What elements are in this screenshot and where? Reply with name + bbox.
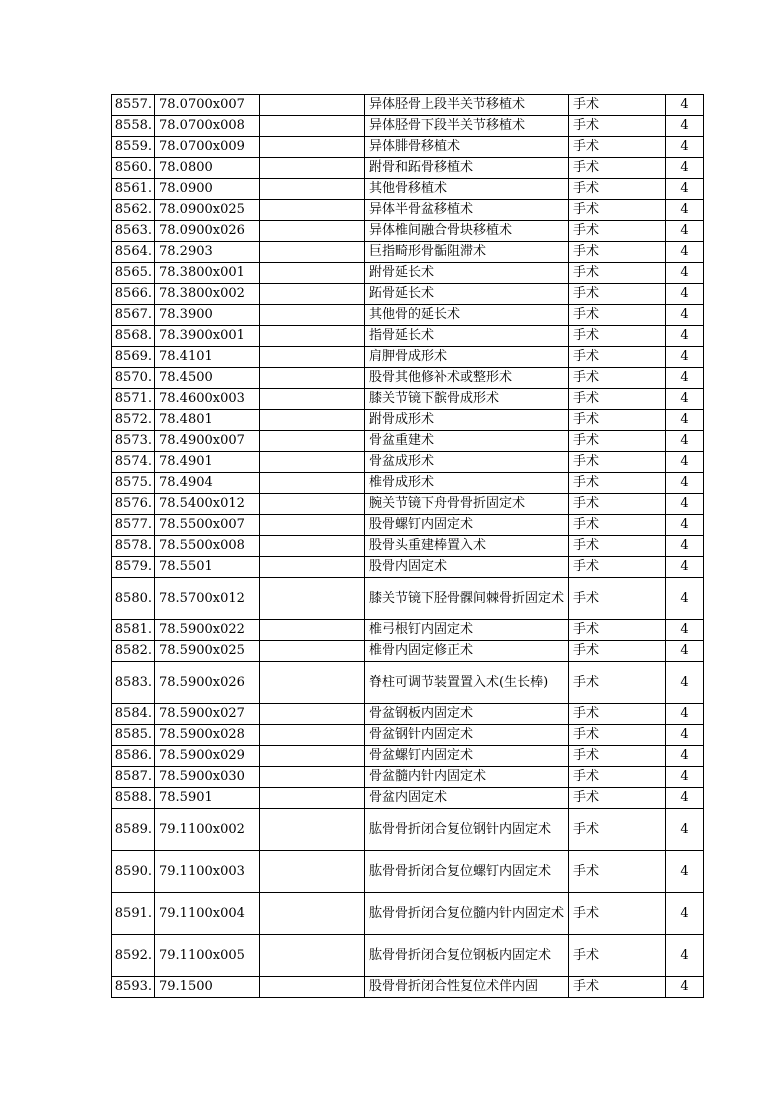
procedure-type-cell: 手术 [569,284,666,305]
procedure-name-cell: 股骨骨折闭合性复位术伴内固 [365,977,569,998]
table-row [112,389,704,410]
procedure-level-cell: 4 [666,809,704,851]
table-row [112,326,704,347]
blank-cell [260,494,365,515]
procedure-level-cell: 4 [666,242,704,263]
procedure-type-cell: 手术 [569,641,666,662]
row-index-cell: 8586. [112,746,155,767]
blank-cell [260,410,365,431]
blank-cell [260,368,365,389]
procedure-code-cell: 78.5501 [155,557,260,578]
table-row [112,200,704,221]
procedure-level-cell: 4 [666,578,704,620]
table-row [112,137,704,158]
blank-cell [260,200,365,221]
procedure-level-cell: 4 [666,893,704,935]
row-index-cell: 8563. [112,221,155,242]
procedure-type-cell: 手术 [569,137,666,158]
blank-cell [260,179,365,200]
procedure-name-cell: 异体半骨盆移植术 [365,200,569,221]
procedure-level-cell: 4 [666,536,704,557]
table-row [112,788,704,809]
procedure-type-cell: 手术 [569,263,666,284]
procedure-code-cell: 78.5901 [155,788,260,809]
table-row [112,515,704,536]
row-index-cell: 8564. [112,242,155,263]
table-row [112,620,704,641]
procedure-type-cell: 手术 [569,368,666,389]
row-index-cell: 8557. [112,95,155,116]
procedure-level-cell: 4 [666,767,704,788]
row-index-cell: 8584. [112,704,155,725]
blank-cell [260,662,365,704]
table-row [112,410,704,431]
blank-cell [260,95,365,116]
procedure-level-cell: 4 [666,116,704,137]
procedure-level-cell: 4 [666,326,704,347]
blank-cell [260,305,365,326]
procedure-name-cell: 骨盆内固定术 [365,788,569,809]
procedure-type-cell: 手术 [569,158,666,179]
procedure-level-cell: 4 [666,620,704,641]
table-row [112,662,704,704]
blank-cell [260,326,365,347]
procedure-level-cell: 4 [666,725,704,746]
procedure-type-cell: 手术 [569,536,666,557]
procedure-name-cell: 异体胫骨上段半关节移植术 [365,95,569,116]
procedure-level-cell: 4 [666,473,704,494]
procedure-name-cell: 骨盆髓内针内固定术 [365,767,569,788]
procedure-level-cell: 4 [666,200,704,221]
procedure-type-cell: 手术 [569,725,666,746]
procedure-code-cell: 78.3900 [155,305,260,326]
table-row [112,473,704,494]
procedure-level-cell: 4 [666,179,704,200]
procedure-type-cell: 手术 [569,662,666,704]
procedure-name-cell: 跖骨延长术 [365,284,569,305]
table-row [112,347,704,368]
procedure-name-cell: 异体椎间融合骨块移植术 [365,221,569,242]
procedure-name-cell: 股骨螺钉内固定术 [365,515,569,536]
procedure-code-cell: 78.4900x007 [155,431,260,452]
procedure-level-cell: 4 [666,410,704,431]
procedure-level-cell: 4 [666,788,704,809]
row-index-cell: 8585. [112,725,155,746]
procedure-code-cell: 79.1100x005 [155,935,260,977]
procedure-level-cell: 4 [666,746,704,767]
blank-cell [260,347,365,368]
procedure-name-cell: 巨指畸形骨骺阻滞术 [365,242,569,263]
table-row [112,179,704,200]
row-index-cell: 8572. [112,410,155,431]
table-row [112,158,704,179]
table-row [112,851,704,893]
procedure-code-cell: 79.1100x004 [155,893,260,935]
blank-cell [260,704,365,725]
blank-cell [260,893,365,935]
procedure-code-cell: 78.0900x026 [155,221,260,242]
procedure-code-cell: 78.0700x008 [155,116,260,137]
table-row [112,935,704,977]
procedure-code-cell: 78.3800x001 [155,263,260,284]
procedure-code-cell: 78.5900x029 [155,746,260,767]
table-row [112,263,704,284]
row-index-cell: 8579. [112,557,155,578]
procedure-level-cell: 4 [666,263,704,284]
procedure-type-cell: 手术 [569,179,666,200]
procedure-type-cell: 手术 [569,200,666,221]
procedure-name-cell: 椎骨成形术 [365,473,569,494]
procedure-name-cell: 骨盆钢板内固定术 [365,704,569,725]
row-index-cell: 8560. [112,158,155,179]
procedure-name-cell: 其他骨移植术 [365,179,569,200]
procedure-type-cell: 手术 [569,473,666,494]
procedure-level-cell: 4 [666,221,704,242]
row-index-cell: 8562. [112,200,155,221]
procedure-code-cell: 79.1100x002 [155,809,260,851]
table-row [112,116,704,137]
procedure-name-cell: 椎弓根钉内固定术 [365,620,569,641]
procedure-level-cell: 4 [666,95,704,116]
procedure-type-cell: 手术 [569,410,666,431]
procedure-name-cell: 膝关节镜下胫骨髁间棘骨折固定术 [365,578,569,620]
procedure-level-cell: 4 [666,347,704,368]
procedure-type-cell: 手术 [569,893,666,935]
procedure-name-cell: 指骨延长术 [365,326,569,347]
blank-cell [260,221,365,242]
procedure-code-cell: 78.0700x007 [155,95,260,116]
procedure-type-cell: 手术 [569,977,666,998]
procedure-name-cell: 肱骨骨折闭合复位髓内针内固定术 [365,893,569,935]
procedure-type-cell: 手术 [569,746,666,767]
blank-cell [260,536,365,557]
row-index-cell: 8570. [112,368,155,389]
procedure-type-cell: 手术 [569,242,666,263]
row-index-cell: 8583. [112,662,155,704]
blank-cell [260,158,365,179]
procedure-code-cell: 78.3800x002 [155,284,260,305]
row-index-cell: 8575. [112,473,155,494]
row-index-cell: 8574. [112,452,155,473]
procedure-type-cell: 手术 [569,620,666,641]
procedure-name-cell: 其他骨的延长术 [365,305,569,326]
table-row [112,536,704,557]
blank-cell [260,851,365,893]
blank-cell [260,431,365,452]
procedure-type-cell: 手术 [569,221,666,242]
procedure-name-cell: 肩胛骨成形术 [365,347,569,368]
procedure-type-cell: 手术 [569,452,666,473]
table-row [112,704,704,725]
procedure-name-cell: 椎骨内固定修正术 [365,641,569,662]
row-index-cell: 8567. [112,305,155,326]
blank-cell [260,641,365,662]
procedure-level-cell: 4 [666,641,704,662]
table-row [112,893,704,935]
blank-cell [260,578,365,620]
blank-cell [260,515,365,536]
procedure-type-cell: 手术 [569,578,666,620]
row-index-cell: 8573. [112,431,155,452]
procedure-level-cell: 4 [666,452,704,473]
procedure-code-cell: 78.4600x003 [155,389,260,410]
blank-cell [260,116,365,137]
table-row [112,746,704,767]
procedure-code-cell: 78.5700x012 [155,578,260,620]
procedure-code-cell: 79.1100x003 [155,851,260,893]
table-row [112,767,704,788]
blank-cell [260,809,365,851]
procedure-code-cell: 78.4500 [155,368,260,389]
procedure-level-cell: 4 [666,368,704,389]
procedure-level-cell: 4 [666,662,704,704]
table-row [112,284,704,305]
row-index-cell: 8576. [112,494,155,515]
blank-cell [260,242,365,263]
row-index-cell: 8569. [112,347,155,368]
procedure-type-cell: 手术 [569,95,666,116]
table-row [112,368,704,389]
table-row [112,431,704,452]
procedure-level-cell: 4 [666,158,704,179]
table-row [112,242,704,263]
row-index-cell: 8558. [112,116,155,137]
row-index-cell: 8593. [112,977,155,998]
procedure-code-cell: 78.5900x030 [155,767,260,788]
table-row [112,578,704,620]
procedure-type-cell: 手术 [569,389,666,410]
procedure-type-cell: 手术 [569,851,666,893]
procedure-code-cell: 78.3900x001 [155,326,260,347]
row-index-cell: 8559. [112,137,155,158]
table-row [112,809,704,851]
procedure-name-cell: 骨盆重建术 [365,431,569,452]
blank-cell [260,452,365,473]
procedure-code-cell: 78.5900x025 [155,641,260,662]
row-index-cell: 8577. [112,515,155,536]
blank-cell [260,389,365,410]
procedure-level-cell: 4 [666,431,704,452]
procedure-code-cell: 78.4904 [155,473,260,494]
procedure-name-cell: 跗骨成形术 [365,410,569,431]
procedure-code-cell: 78.2903 [155,242,260,263]
row-index-cell: 8578. [112,536,155,557]
procedure-name-cell: 肱骨骨折闭合复位钢针内固定术 [365,809,569,851]
blank-cell [260,557,365,578]
procedure-code-cell: 78.5900x022 [155,620,260,641]
procedure-code-cell: 78.0900 [155,179,260,200]
procedure-type-cell: 手术 [569,347,666,368]
table-row [112,725,704,746]
procedure-level-cell: 4 [666,935,704,977]
procedure-level-cell: 4 [666,704,704,725]
row-index-cell: 8592. [112,935,155,977]
procedure-type-cell: 手术 [569,767,666,788]
procedure-table [111,94,704,998]
procedure-name-cell: 腕关节镜下舟骨骨折固定术 [365,494,569,515]
procedure-name-cell: 肱骨骨折闭合复位钢板内固定术 [365,935,569,977]
procedure-code-cell: 78.5400x012 [155,494,260,515]
procedure-type-cell: 手术 [569,557,666,578]
procedure-level-cell: 4 [666,305,704,326]
row-index-cell: 8561. [112,179,155,200]
procedure-type-cell: 手术 [569,305,666,326]
blank-cell [260,725,365,746]
blank-cell [260,935,365,977]
procedure-code-cell: 78.5500x008 [155,536,260,557]
table-row [112,452,704,473]
procedure-code-cell: 78.4101 [155,347,260,368]
procedure-name-cell: 肱骨骨折闭合复位螺钉内固定术 [365,851,569,893]
table-row [112,95,704,116]
table-row [112,494,704,515]
procedure-code-cell: 78.5900x026 [155,662,260,704]
blank-cell [260,284,365,305]
row-index-cell: 8590. [112,851,155,893]
table-body [112,95,704,998]
procedure-type-cell: 手术 [569,809,666,851]
table-row [112,221,704,242]
procedure-level-cell: 4 [666,977,704,998]
row-index-cell: 8565. [112,263,155,284]
procedure-code-cell: 78.5900x027 [155,704,260,725]
row-index-cell: 8568. [112,326,155,347]
procedure-code-cell: 78.0900x025 [155,200,260,221]
blank-cell [260,263,365,284]
procedure-type-cell: 手术 [569,431,666,452]
blank-cell [260,977,365,998]
procedure-name-cell: 股骨其他修补术或整形术 [365,368,569,389]
procedure-code-cell: 78.5500x007 [155,515,260,536]
row-index-cell: 8566. [112,284,155,305]
procedure-name-cell: 异体腓骨移植术 [365,137,569,158]
procedure-level-cell: 4 [666,137,704,158]
procedure-code-cell: 78.0800 [155,158,260,179]
procedure-name-cell: 脊柱可调节装置置入术(生长棒) [365,662,569,704]
blank-cell [260,473,365,494]
table-row [112,641,704,662]
blank-cell [260,137,365,158]
row-index-cell: 8571. [112,389,155,410]
procedure-name-cell: 股骨头重建棒置入术 [365,536,569,557]
blank-cell [260,746,365,767]
procedure-type-cell: 手术 [569,515,666,536]
procedure-name-cell: 骨盆钢针内固定术 [365,725,569,746]
row-index-cell: 8591. [112,893,155,935]
blank-cell [260,620,365,641]
procedure-level-cell: 4 [666,851,704,893]
procedure-type-cell: 手术 [569,326,666,347]
row-index-cell: 8587. [112,767,155,788]
procedure-code-cell: 79.1500 [155,977,260,998]
table-row [112,977,704,998]
procedure-code-cell: 78.5900x028 [155,725,260,746]
procedure-code-cell: 78.4801 [155,410,260,431]
procedure-name-cell: 股骨内固定术 [365,557,569,578]
procedure-name-cell: 异体胫骨下段半关节移植术 [365,116,569,137]
procedure-code-cell: 78.0700x009 [155,137,260,158]
procedure-type-cell: 手术 [569,935,666,977]
row-index-cell: 8582. [112,641,155,662]
blank-cell [260,767,365,788]
procedure-level-cell: 4 [666,494,704,515]
procedure-name-cell: 跗骨延长术 [365,263,569,284]
procedure-type-cell: 手术 [569,788,666,809]
procedure-name-cell: 膝关节镜下髌骨成形术 [365,389,569,410]
procedure-level-cell: 4 [666,515,704,536]
table-row [112,557,704,578]
procedure-name-cell: 骨盆成形术 [365,452,569,473]
table-row [112,305,704,326]
procedure-level-cell: 4 [666,284,704,305]
procedure-level-cell: 4 [666,389,704,410]
procedure-type-cell: 手术 [569,704,666,725]
row-index-cell: 8589. [112,809,155,851]
blank-cell [260,788,365,809]
procedure-type-cell: 手术 [569,116,666,137]
procedure-name-cell: 骨盆螺钉内固定术 [365,746,569,767]
procedure-code-cell: 78.4901 [155,452,260,473]
procedure-level-cell: 4 [666,557,704,578]
row-index-cell: 8581. [112,620,155,641]
row-index-cell: 8588. [112,788,155,809]
procedure-type-cell: 手术 [569,494,666,515]
row-index-cell: 8580. [112,578,155,620]
procedure-name-cell: 跗骨和跖骨移植术 [365,158,569,179]
